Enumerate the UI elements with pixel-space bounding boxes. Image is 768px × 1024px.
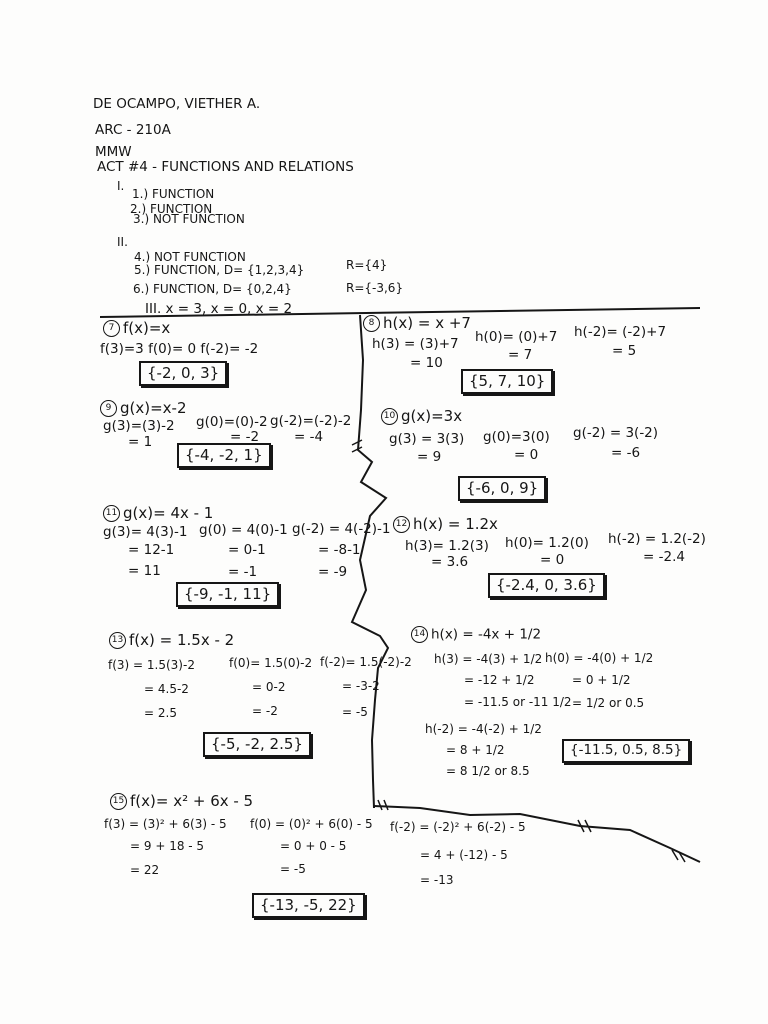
function-definition: g(x)= 4x - 1 xyxy=(123,504,214,522)
work-line: g(3) = 3(3) xyxy=(389,431,465,447)
work-line: g(-2) = 3(-2) xyxy=(573,425,659,441)
problem-11-function xyxy=(103,505,213,522)
problem-8-answer: {5, 7, 10} xyxy=(461,369,553,394)
problem-number: 15 xyxy=(110,793,127,810)
work-line: h(0)= (0)+7 xyxy=(475,329,558,345)
work-line: = 7 xyxy=(508,347,533,363)
work-line: h(0)= 1.2(0) xyxy=(505,535,589,551)
function-definition: f(x)=x xyxy=(123,319,171,337)
part-three-line: III. x = 3, x = 0, x = 2 xyxy=(145,301,293,317)
work-line: = 9 xyxy=(417,449,442,465)
part-one-item: 1.) FUNCTION xyxy=(132,187,215,201)
problem-number: 8 xyxy=(363,315,380,332)
part-two-range: R={-3,6} xyxy=(346,281,404,295)
function-definition: f(x)= x² + 6x - 5 xyxy=(130,792,254,810)
function-definition: g(x)=3x xyxy=(401,407,463,425)
work-line: = 0 xyxy=(540,552,565,568)
problem-number: 10 xyxy=(381,408,398,425)
work-line: = 5 xyxy=(612,343,637,359)
function-definition: h(x) = x +7 xyxy=(383,314,471,332)
function-definition: h(x) = -4x + 1/2 xyxy=(431,626,542,643)
problem-10-answer: {-6, 0, 9} xyxy=(458,476,546,501)
work-line: = 12-1 xyxy=(128,542,175,558)
work-line: = -11.5 or -11 1/2 xyxy=(464,695,572,709)
problem-number: 9 xyxy=(100,400,117,417)
work-line: = -2 xyxy=(230,429,260,445)
work-line: h(-2)= (-2)+7 xyxy=(574,324,667,340)
part-two-item: 5.) FUNCTION, D= {1,2,3,4} xyxy=(134,263,305,277)
work-line: f(-2)= 1.5(-2)-2 xyxy=(320,655,412,669)
work-line: = 0-2 xyxy=(252,680,286,694)
work-line: = 8 + 1/2 xyxy=(446,743,505,757)
section-code: ARC - 210A xyxy=(95,122,171,138)
work-line: = 0-1 xyxy=(228,542,266,558)
part-two-item: 4.) NOT FUNCTION xyxy=(134,250,246,264)
activity-title: ACT #4 - FUNCTIONS AND RELATIONS xyxy=(97,159,354,175)
problem-12-answer: {-2.4, 0, 3.6} xyxy=(488,573,605,598)
work-line: = 1/2 or 0.5 xyxy=(572,696,645,710)
vertical-divider xyxy=(352,315,388,808)
work-line: = 4 + (-12) - 5 xyxy=(420,848,508,862)
work-line: = 0 xyxy=(514,447,539,463)
work-line: = -5 xyxy=(280,862,306,876)
work-line: g(3)=(3)-2 xyxy=(103,418,175,434)
work-line: = 10 xyxy=(410,355,443,371)
work-line: h(3) = (3)+7 xyxy=(372,336,459,352)
problem-15-answer: {-13, -5, 22} xyxy=(252,893,365,918)
problem-13-function xyxy=(109,632,234,649)
part-two-range: R={4} xyxy=(346,258,388,272)
work-line: g(-2) = 4(-2)-1 xyxy=(292,521,391,537)
part-one-label: I. xyxy=(117,179,125,193)
function-definition: f(x) = 1.5x - 2 xyxy=(129,631,235,649)
break-mark xyxy=(378,800,388,810)
work-line: = 1 xyxy=(128,434,153,450)
work-line: f(0) = (0)² + 6(0) - 5 xyxy=(250,817,373,831)
problem-10-function xyxy=(381,408,462,425)
work-line: h(3)= 1.2(3) xyxy=(405,538,489,554)
break-mark xyxy=(352,440,362,452)
work-line: g(0) = 4(0)-1 xyxy=(199,522,288,538)
work-line: h(0) = -4(0) + 1/2 xyxy=(545,651,654,665)
part-one-item: 3.) NOT FUNCTION xyxy=(133,212,245,226)
work-line: f(-2) = (-2)² + 6(-2) - 5 xyxy=(390,820,526,834)
work-line: = -4 xyxy=(294,429,324,445)
part-one-item: 2.) FUNCTION xyxy=(130,202,213,216)
work-line: g(0)=3(0) xyxy=(483,429,550,445)
problem-9-function xyxy=(100,400,187,417)
work-line: = -8-1 xyxy=(318,542,361,558)
problem-number: 12 xyxy=(393,516,410,533)
work-line: g(0)=(0)-2 xyxy=(196,414,268,430)
problem-7-answer: {-2, 0, 3} xyxy=(139,361,227,386)
problem-number: 7 xyxy=(103,320,120,337)
work-line: = 11 xyxy=(128,563,161,579)
function-definition: g(x)=x-2 xyxy=(120,399,187,417)
work-line: h(-2) = -4(-2) + 1/2 xyxy=(425,722,542,736)
problem-number: 13 xyxy=(109,632,126,649)
work-line: = -2 xyxy=(252,704,278,718)
problem-14-function xyxy=(411,626,541,643)
work-line: = 8 1/2 or 8.5 xyxy=(446,764,530,778)
problem-8-function xyxy=(363,315,471,332)
work-line: h(3) = -4(3) + 1/2 xyxy=(434,652,543,666)
work-line: = -2.4 xyxy=(643,549,685,565)
problem-12-function xyxy=(393,516,498,533)
work-line: = -3-2 xyxy=(342,679,380,693)
work-line: = 4.5-2 xyxy=(144,682,189,696)
work-line: = -13 xyxy=(420,873,454,887)
work-line: = 3.6 xyxy=(431,554,469,570)
work-line: h(-2) = 1.2(-2) xyxy=(608,531,706,547)
work-line: = -12 + 1/2 xyxy=(464,673,535,687)
work-line: = 22 xyxy=(130,863,160,877)
problem-14-answer: {-11.5, 0.5, 8.5} xyxy=(562,739,690,763)
function-definition: h(x) = 1.2x xyxy=(413,515,498,533)
work-line: = -9 xyxy=(318,564,348,580)
work-line: = -5 xyxy=(342,705,368,719)
problem-9-answer: {-4, -2, 1} xyxy=(177,443,271,468)
work-line: f(3) = (3)² + 6(3) - 5 xyxy=(104,817,227,831)
work-line: = 0 + 1/2 xyxy=(572,673,631,687)
problem-15-function xyxy=(110,793,253,810)
work-line: = 2.5 xyxy=(144,706,177,720)
problem-7-function xyxy=(103,320,170,337)
work-line: g(3)= 4(3)-1 xyxy=(103,524,188,540)
student-name: DE OCAMPO, VIETHER A. xyxy=(93,96,261,112)
part-two-item: 6.) FUNCTION, D= {0,2,4} xyxy=(133,282,292,296)
work-line: f(0)= 1.5(0)-2 xyxy=(229,656,313,670)
problem-11-answer: {-9, -1, 11} xyxy=(176,582,279,607)
work-line: = 9 + 18 - 5 xyxy=(130,839,205,853)
work-line: = -6 xyxy=(611,445,641,461)
problem-number: 11 xyxy=(103,505,120,522)
part-two-label: II. xyxy=(117,235,128,249)
work-line: = 0 + 0 - 5 xyxy=(280,839,347,853)
problem-number: 14 xyxy=(411,626,428,643)
schedule: MMW xyxy=(95,144,132,160)
work-line: = -1 xyxy=(228,564,258,580)
problem-13-answer: {-5, -2, 2.5} xyxy=(203,732,311,757)
problem-7-work: f(3)=3 f(0)= 0 f(-2)= -2 xyxy=(100,341,259,357)
work-line: g(-2)=(-2)-2 xyxy=(270,413,352,429)
work-line: f(3) = 1.5(3)-2 xyxy=(108,658,195,672)
